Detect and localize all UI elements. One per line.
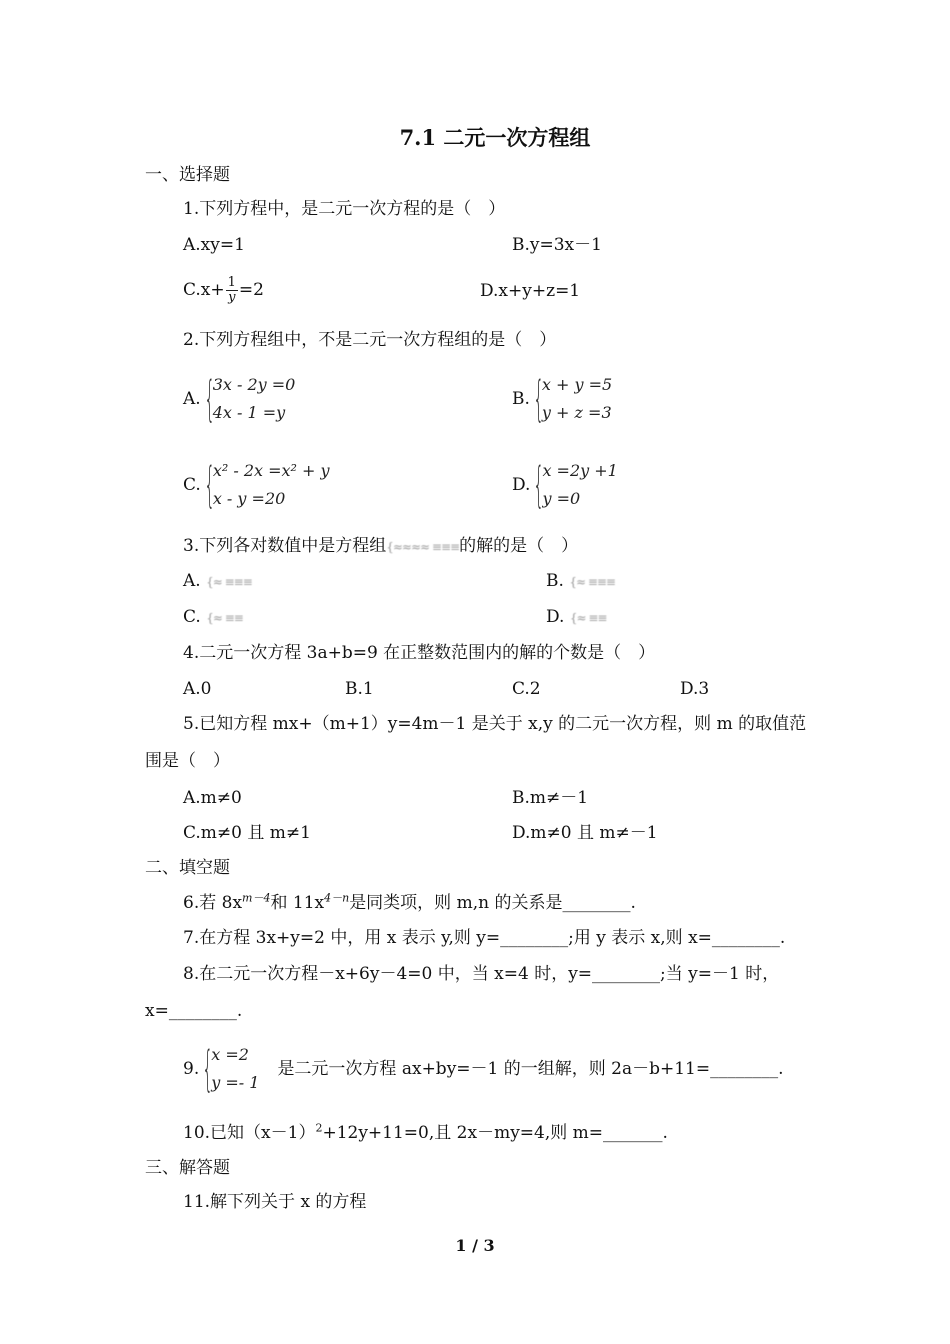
question-1-option-a: A.xy=1 [183,235,245,255]
option-label: C. [183,607,201,627]
question-5-option-c: C.m≠0 且 m≠1 [183,823,311,843]
question-6-middle: 和 11x [270,893,325,913]
question-2-option-b [512,371,612,427]
question-2-option-a [183,371,295,427]
brace-icon: { [204,457,215,513]
section-heading-fill: 二、填空题 [145,858,230,878]
unreadable-equation-image: {≈ ≡≡≡ [206,575,252,589]
equation: x =2y +1 [542,461,618,480]
question-10 [183,1122,668,1144]
question-8-line-1: 8.在二元一次方程－x+6y－4=0 中，当 x=4 时，y=________;当 y=－1 时， [183,964,780,984]
fraction [226,276,238,305]
question-6 [183,892,636,914]
question-9-text: 是二元一次方程 ax+by=－1 的一组解，则 2a－b+11=________. [277,1059,784,1079]
question-3-option-a [183,570,252,593]
equation: x² - 2x =x² + y [212,461,330,480]
option-c-suffix: =2 [238,280,264,300]
question-1-option-b: B.y=3x－1 [512,235,602,255]
question-4-stem: 4.二元一次方程 3a+b=9 在正整数范围内的解的个数是（ ） [183,643,656,663]
question-11: 11.解下列关于 x 的方程 [183,1192,367,1212]
question-7: 7.在方程 3x+y=2 中，用 x 表示 y,则 y=________;用 y 表示 x,则 x=________. [183,928,786,948]
option-label: D. [546,607,565,627]
question-3-option-d [546,606,606,629]
section-heading-solve: 三、解答题 [145,1158,230,1178]
equation: x - y =20 [212,489,286,508]
question-10-prefix: 10.已知（x－1） [183,1123,316,1143]
brace-icon: { [533,371,544,427]
equation: y =- 1 [211,1073,260,1092]
question-6-suffix: 是同类项，则 m,n 的关系是________. [349,893,636,913]
exponent: 4－n [324,891,350,905]
question-1-option-d: D.x+y+z=1 [480,281,581,301]
question-9 [183,1041,784,1097]
question-5-stem-line-1: 5.已知方程 mx+（m+1）y=4m－1 是关于 x,y 的二元一次方程，则 m 的取值范 [183,714,807,734]
unreadable-equation-image: {≈ ≡≡≡ [569,575,615,589]
question-5-option-d: D.m≠0 且 m≠－1 [512,823,658,843]
option-label: A. [183,389,201,409]
question-2-option-d [512,457,618,513]
exponent: m－4 [242,891,271,905]
question-6-prefix: 6.若 8x [183,893,243,913]
question-2-stem: 2.下列方程组中，不是二元一次方程组的是（ ） [183,330,557,350]
option-label: D. [512,475,531,495]
option-label: B. [512,389,530,409]
unreadable-equation-image: {≈ ≡≡ [569,611,607,625]
question-3-stem-prefix: 3.下列各对数值中是方程组 [183,536,387,556]
question-1-stem: 1.下列方程中，是二元一次方程的是（ ） [183,199,506,219]
question-4-option-c: C.2 [512,679,541,699]
page-number: 1 / 3 [455,1236,495,1255]
unreadable-equation-image: {≈≈≈≈ ≡≡≡ [386,540,460,554]
equation: y =0 [542,489,581,508]
question-3-option-b [546,570,615,593]
question-3-stem-suffix: 的解的是（ ） [459,536,579,556]
question-1-option-c [183,272,264,308]
option-label: B. [546,571,564,591]
brace-icon: { [533,457,545,513]
fraction-denominator: y [228,290,236,305]
question-4-option-b: B.1 [345,679,374,699]
page-title: 7.1 二元一次方程组 [399,125,591,150]
option-label: C. [183,475,201,495]
equation: x + y =5 [541,375,613,394]
question-2-option-c [183,457,330,513]
section-heading-choice: 一、选择题 [145,165,230,185]
exponent: 2 [315,1121,323,1135]
question-4-option-d: D.3 [680,679,710,699]
brace-icon: { [203,371,215,427]
question-8-line-2: x=________. [145,1001,243,1021]
question-5-option-b: B.m≠－1 [512,788,589,808]
fraction-numerator: 1 [227,275,236,290]
equation: 3x - 2y =0 [212,375,296,394]
question-4-option-a: A.0 [183,679,212,699]
option-c-prefix: C.x+ [183,280,225,300]
question-5-stem-line-2: 围是（ ） [145,751,230,771]
unreadable-equation-image: {≈ ≡≡ [206,611,243,625]
option-label: A. [183,571,201,591]
equation: x =2 [211,1045,249,1064]
brace-icon: { [202,1041,214,1097]
question-10-suffix: +12y+11=0,且 2x－my=4,则 m=_______. [322,1123,668,1143]
question-5-option-a: A.m≠0 [183,788,242,808]
equation: 4x - 1 =y [212,403,286,422]
question-3-stem [183,535,578,558]
question-9-label: 9. [183,1059,200,1079]
question-3-option-c [183,606,243,629]
equation: y + z =3 [541,403,612,422]
